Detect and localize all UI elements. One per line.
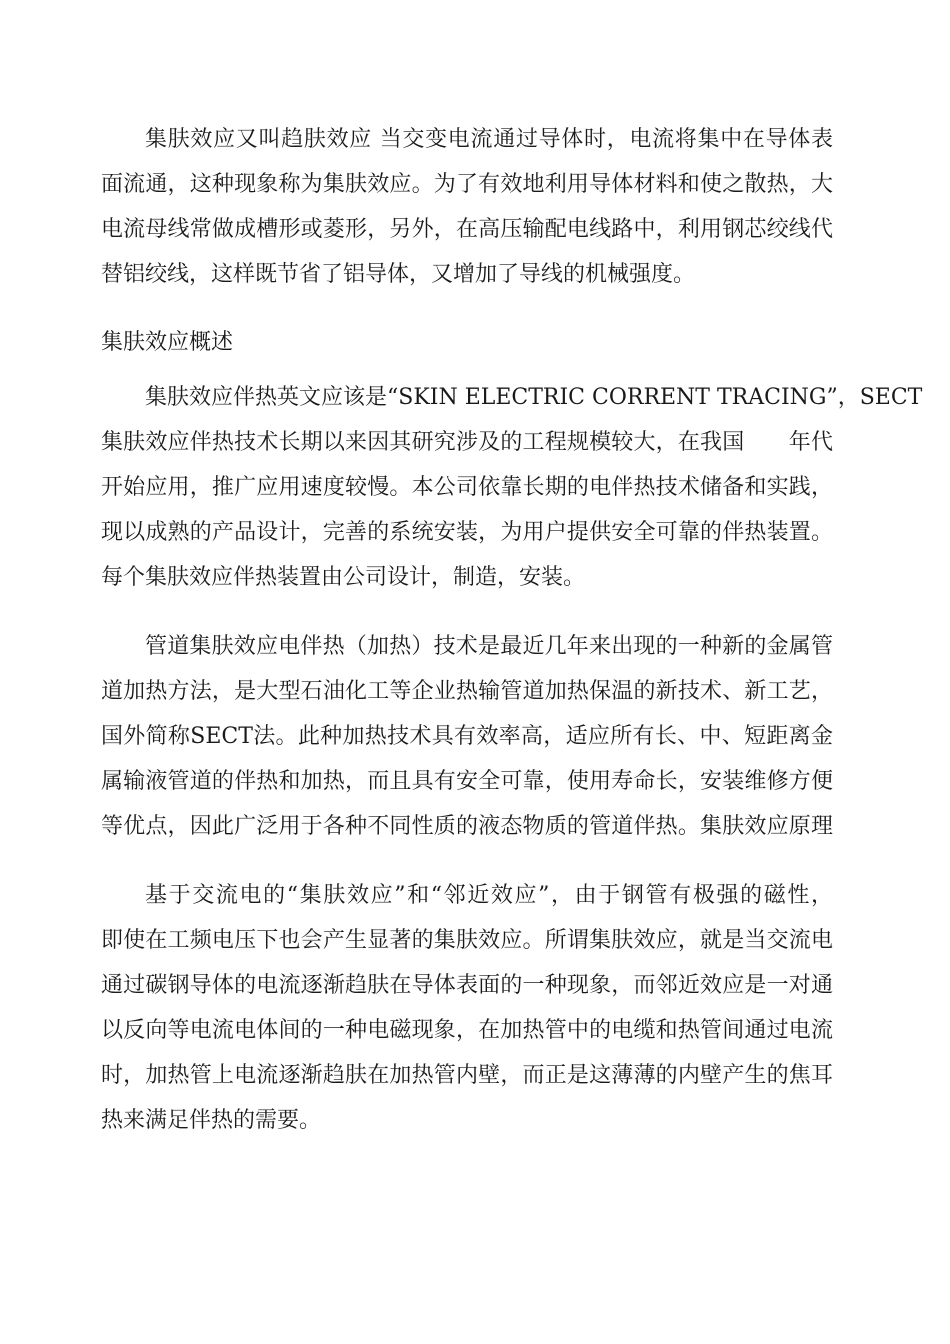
paragraph-2-line-3: 开始应用，推广应用速度较慢。本公司依靠长期的电伴热技术储备和实践， bbox=[101, 475, 833, 500]
paragraph-3-line-3: 国外简称SECT法。此种加热技术具有效率高，适应所有长、中、短距离金 bbox=[101, 724, 833, 749]
paragraph-4-line-1: 基于交流电的“集肤效应”和“邻近效应”，由于钢管有极强的磁性， bbox=[145, 883, 833, 908]
paragraph-1-line-4: 替铝绞线，这样既节省了铝导体，又增加了导线的机械强度。 bbox=[101, 262, 696, 287]
paragraph-4-line-6: 热来满足伴热的需要。 bbox=[101, 1108, 322, 1133]
paragraph-3-line-1: 管道集肤效应电伴热（加热）技术是最近几年来出现的一种新的金属管 bbox=[145, 634, 833, 659]
paragraph-2-line-1: 集肤效应伴热英文应该是“SKIN ELECTRIC CORRENT TRACING”，SECT bbox=[145, 385, 923, 410]
paragraph-4-line-3: 通过碳钢导体的电流逐渐趋肤在导体表面的一种现象，而邻近效应是一对通 bbox=[101, 973, 833, 998]
paragraph-2-line-5: 每个集肤效应伴热装置由公司设计，制造，安装。 bbox=[101, 565, 586, 590]
paragraph-2-line-2: 集肤效应伴热技术长期以来因其研究涉及的工程规模较大，在我国 年代 bbox=[101, 430, 833, 455]
paragraph-1-line-1: 集肤效应又叫趋肤效应 当交变电流通过导体时，电流将集中在导体表 bbox=[145, 127, 833, 152]
paragraph-2-line-4: 现以成熟的产品设计，完善的系统安装，为用户提供安全可靠的伴热装置。 bbox=[101, 520, 833, 545]
paragraph-4-line-5: 时，加热管上电流逐渐趋肤在加热管内壁，而正是这薄薄的内壁产生的焦耳 bbox=[101, 1063, 833, 1088]
paragraph-1-line-3: 电流母线常做成槽形或菱形，另外，在高压输配电线路中，利用钢芯绞线代 bbox=[101, 217, 833, 242]
paragraph-4-line-4: 以反向等电流电体间的一种电磁现象，在加热管中的电缆和热管间通过电流 bbox=[101, 1018, 833, 1043]
paragraph-3-line-5: 等优点，因此广泛用于各种不同性质的液态物质的管道伴热。集肤效应原理 bbox=[101, 814, 833, 839]
paragraph-3-line-4: 属输液管道的伴热和加热，而且具有安全可靠，使用寿命长，安装维修方便 bbox=[101, 769, 833, 794]
section-heading: 集肤效应概述 bbox=[101, 330, 234, 355]
paragraph-3-line-2: 道加热方法，是大型石油化工等企业热输管道加热保温的新技术、新工艺， bbox=[101, 679, 833, 704]
paragraph-1-line-2: 面流通，这种现象称为集肤效应。为了有效地利用导体材料和使之散热，大 bbox=[101, 172, 833, 197]
paragraph-4-line-2: 即使在工频电压下也会产生显著的集肤效应。所谓集肤效应，就是当交流电 bbox=[101, 928, 833, 953]
